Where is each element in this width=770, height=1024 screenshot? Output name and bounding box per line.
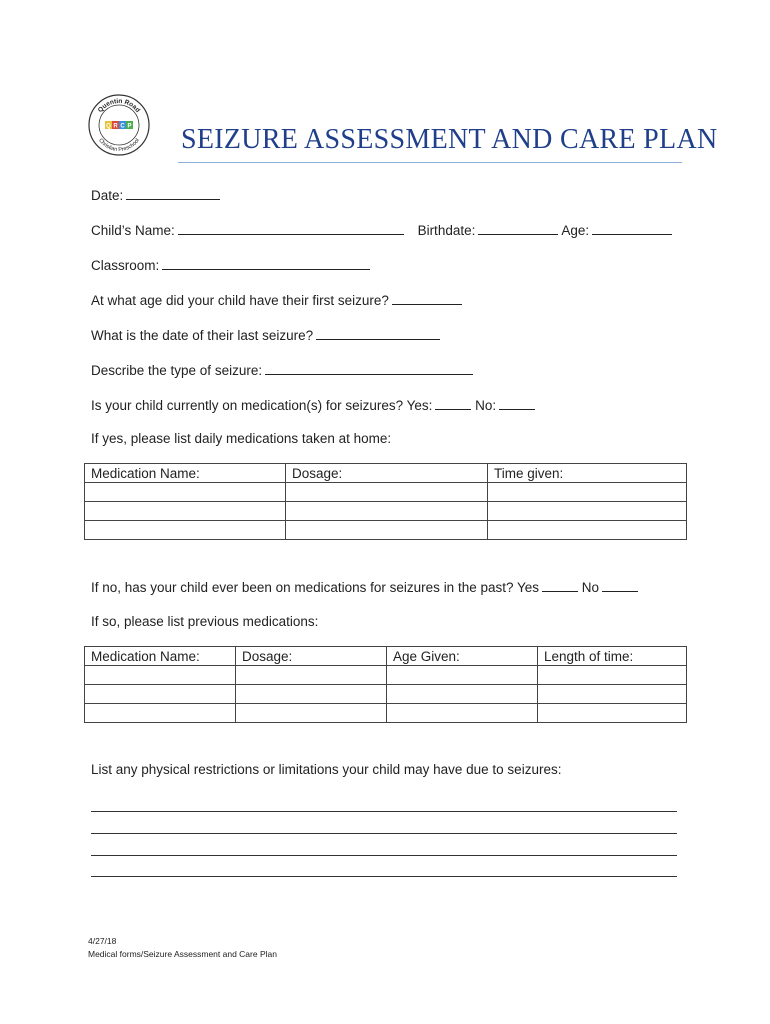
header-dosage: Dosage: — [286, 464, 488, 483]
table-cell[interactable] — [85, 666, 236, 685]
logo-block-q: Q — [106, 123, 111, 130]
table-cell[interactable] — [85, 483, 286, 502]
date-row — [91, 187, 220, 203]
restrictions-answer-line[interactable] — [91, 811, 677, 812]
table-header-row — [85, 647, 687, 666]
current-meds-table — [84, 463, 687, 540]
table-cell[interactable] — [488, 521, 687, 540]
table-cell[interactable] — [387, 704, 538, 723]
past-meds-no-label: No — [581, 580, 600, 595]
current-meds-no-field[interactable] — [499, 397, 535, 410]
logo-block-c: C — [120, 123, 125, 130]
restrictions-question: List any physical restrictions or limitations your child may have due to seizures: — [91, 762, 562, 777]
list-previous-row — [91, 614, 318, 629]
date-field[interactable] — [126, 187, 220, 200]
title-divider — [178, 162, 682, 163]
table-cell[interactable] — [85, 502, 286, 521]
footer-date: 4/27/18 — [88, 936, 117, 946]
table-cell[interactable] — [538, 666, 687, 685]
table-cell[interactable] — [236, 666, 387, 685]
restrictions-row — [91, 762, 561, 777]
table-cell[interactable] — [488, 502, 687, 521]
classroom-label: Classroom: — [91, 258, 160, 273]
table-cell[interactable] — [286, 502, 488, 521]
date-label: Date: — [91, 188, 124, 203]
header-dosage: Dosage: — [236, 647, 387, 666]
current-meds-question: Is your child currently on medication(s) for seizures? Yes: — [91, 398, 433, 413]
restrictions-answer-line[interactable] — [91, 876, 677, 877]
seizure-type-field[interactable] — [265, 362, 473, 375]
last-seizure-row — [91, 327, 440, 343]
classroom-row — [91, 257, 370, 273]
header-time-given: Time given: — [488, 464, 687, 483]
birthdate-label: Birthdate: — [417, 223, 476, 238]
table-header-row — [85, 464, 687, 483]
last-seizure-field[interactable] — [316, 327, 440, 340]
past-meds-row — [91, 579, 638, 595]
past-meds-question: If no, has your child ever been on medications for seizures in the past? Yes — [91, 580, 540, 595]
table-row — [85, 521, 687, 540]
table-row — [85, 704, 687, 723]
past-meds-yes-field[interactable] — [542, 579, 578, 592]
preschool-logo — [88, 94, 150, 156]
age-label: Age: — [561, 223, 590, 238]
page-title: SEIZURE ASSESSMENT AND CARE PLAN — [181, 124, 718, 155]
table-row — [85, 685, 687, 704]
previous-meds-table — [84, 646, 687, 723]
table-cell[interactable] — [538, 685, 687, 704]
past-meds-no-field[interactable] — [602, 579, 638, 592]
birthdate-field[interactable] — [478, 222, 558, 235]
logo-text-bottom: Christian Preschool — [97, 137, 141, 154]
child-name-label: Child’s Name: — [91, 223, 175, 238]
table-row — [85, 666, 687, 685]
header-length-of-time: Length of time: — [538, 647, 687, 666]
list-current-row — [91, 431, 391, 446]
first-seizure-row — [91, 292, 462, 308]
logo-text-top: Quentin Road — [96, 97, 142, 114]
logo-block-r: R — [113, 123, 118, 130]
restrictions-answer-line[interactable] — [91, 855, 677, 856]
table-row — [85, 502, 687, 521]
current-meds-no-label: No: — [475, 398, 497, 413]
child-name-field[interactable] — [178, 222, 404, 235]
table-cell[interactable] — [85, 704, 236, 723]
restrictions-answer-line[interactable] — [91, 833, 677, 834]
logo-block-p: P — [127, 123, 132, 130]
table-cell[interactable] — [286, 521, 488, 540]
last-seizure-question: What is the date of their last seizure? — [91, 328, 314, 343]
age-field[interactable] — [592, 222, 672, 235]
list-previous-prompt: If so, please list previous medications: — [91, 614, 319, 629]
table-cell[interactable] — [488, 483, 687, 502]
table-cell[interactable] — [236, 685, 387, 704]
seizure-type-question: Describe the type of seizure: — [91, 363, 263, 378]
child-info-row — [91, 222, 672, 238]
table-cell[interactable] — [538, 704, 687, 723]
table-cell[interactable] — [387, 666, 538, 685]
classroom-field[interactable] — [162, 257, 370, 270]
current-meds-row — [91, 397, 535, 413]
header-medication-name: Medication Name: — [85, 647, 236, 666]
header-age-given: Age Given: — [387, 647, 538, 666]
table-cell[interactable] — [236, 704, 387, 723]
table-row — [85, 483, 687, 502]
table-cell[interactable] — [85, 685, 236, 704]
current-meds-yes-field[interactable] — [435, 397, 471, 410]
footer-path: Medical forms/Seizure Assessment and Care Plan — [88, 949, 277, 959]
table-cell[interactable] — [387, 685, 538, 704]
table-cell[interactable] — [85, 521, 286, 540]
seizure-type-row — [91, 362, 473, 378]
list-current-prompt: If yes, please list daily medications taken at home: — [91, 431, 392, 446]
first-seizure-question: At what age did your child have their first seizure? — [91, 293, 389, 308]
table-cell[interactable] — [286, 483, 488, 502]
header-medication-name: Medication Name: — [85, 464, 286, 483]
first-seizure-field[interactable] — [392, 292, 462, 305]
